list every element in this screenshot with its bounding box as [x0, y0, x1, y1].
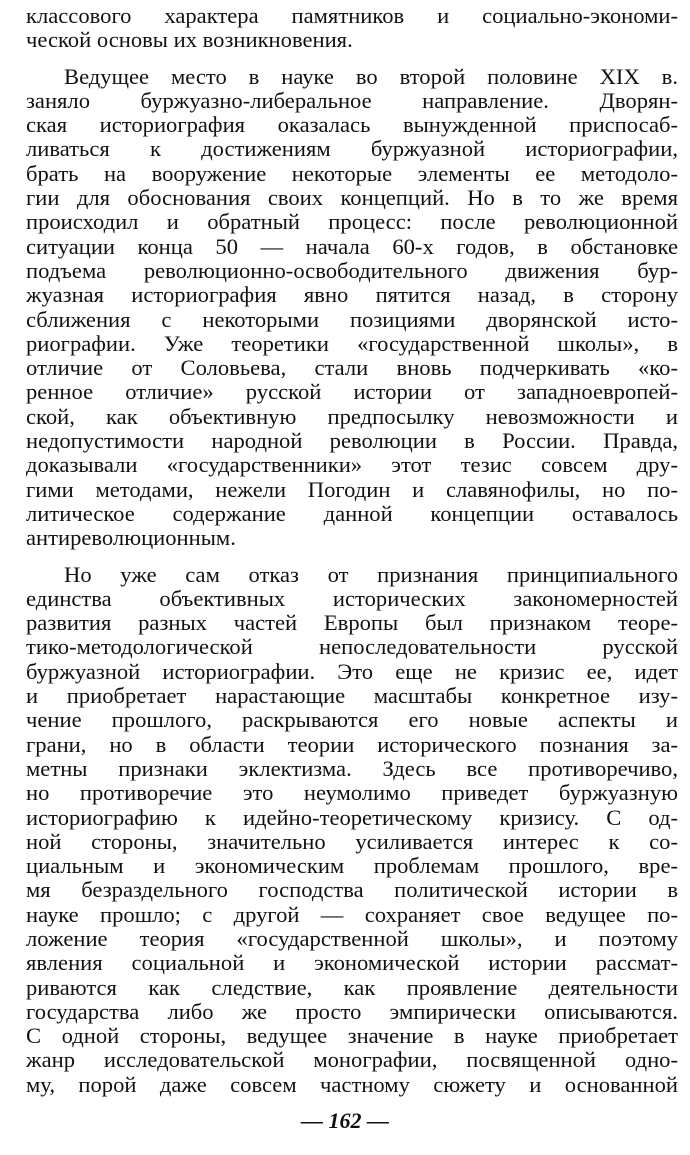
- paragraph-refusal-of-unity: [26, 563, 678, 1098]
- text-line: происходил и обратный процесс: после революционной: [26, 210, 678, 235]
- text-line: историографию к идейно-теоретическому кризису. С од-: [26, 805, 678, 830]
- text-line: подъема революционно-освободительного движения бур-: [26, 258, 678, 283]
- text-line: недопустимости народной революции в России. Правда,: [26, 429, 678, 454]
- text-line: жуазная историография явно пятится назад, в сторону: [26, 283, 678, 308]
- text-line: антиреволюционным.: [26, 526, 236, 551]
- text-line: мя безраздельного господства политической истории в: [26, 878, 678, 903]
- text-line: чение прошлого, раскрываются его новые аспекты и: [26, 708, 678, 733]
- text-line: метны признаки эклектизма. Здесь все противоречиво,: [26, 756, 678, 781]
- text-line: сближения с некоторыми позициями дворянской исто-: [26, 307, 678, 332]
- text-line: брать на вооружение некоторые элементы ее методоло-: [26, 161, 678, 186]
- text-line: му, порой даже совсем частному сюжету и основанной: [26, 1072, 678, 1097]
- text-line: единства объективных исторических закономерностей: [26, 586, 678, 611]
- text-line: доказывали «государственники» этот тезис совсем дру-: [26, 453, 678, 478]
- text-line: гии для обоснования своих концепций. Но в то же время: [26, 186, 678, 211]
- text-line: риваются как следствие, как проявление деятельности: [26, 975, 678, 1000]
- text-line: ской, как объективную предпосылку невозможности и: [26, 404, 678, 429]
- text-line: ческой основы их возникновения.: [26, 28, 353, 53]
- paragraph-liberal-direction: [26, 65, 678, 551]
- text-line: явления социальной и экономической истории рассмат-: [26, 951, 678, 976]
- text-line: отличие от Соловьева, стали вновь подчеркивать «ко-: [26, 356, 678, 381]
- page-body: [26, 4, 678, 1097]
- text-line: жанр исследовательской монографии, посвященной одно-: [26, 1048, 678, 1073]
- text-line: классового характера памятников и социально-экономи-: [26, 4, 678, 28]
- text-line: развития разных частей Европы был признаком теоре-: [26, 611, 678, 636]
- text-line: ская историография оказалась вынужденной приспосаб-: [26, 113, 678, 138]
- text-line: и приобретает нарастающие масштабы конкретное изу-: [26, 684, 678, 709]
- text-line: науке прошло; с другой — сохраняет свое ведущее по-: [26, 902, 678, 927]
- text-line: Ведущее место в науке во второй половине XIX в.: [64, 64, 678, 89]
- text-line: государства либо же просто эмпирически описываются.: [26, 999, 678, 1024]
- text-line: Но уже сам отказ от признания принципиального: [64, 562, 678, 587]
- text-line: циальным и экономическим проблемам прошлого, вре-: [26, 854, 678, 879]
- text-line: грани, но в области теории исторического познания за-: [26, 732, 678, 757]
- text-line: риографии. Уже теоретики «государственной школы», в: [26, 331, 678, 356]
- text-line: но противоречие это неумолимо приведет буржуазную: [26, 781, 678, 806]
- text-line: ложение теория «государственной школы», и поэтому: [26, 926, 678, 951]
- text-line: заняло буржуазно-либеральное направление. Дворян-: [26, 88, 678, 113]
- text-line: ной стороны, значительно усиливается интерес к со-: [26, 829, 678, 854]
- text-line: тико-методологической непоследовательности русской: [26, 635, 678, 660]
- page-number: — 162 —: [301, 1108, 389, 1133]
- text-line: ливаться к достижениям буржуазной историографии,: [26, 137, 678, 162]
- text-line: буржуазной историографии. Это еще не кризис ее, идет: [26, 659, 678, 684]
- text-line: ситуации конца 50 — начала 60-х годов, в обстановке: [26, 234, 678, 259]
- text-line: литическое содержание данной концепции оставалось: [26, 501, 678, 526]
- text-line: гими методами, нежели Погодин и славянофилы, но по-: [26, 477, 678, 502]
- text-line: ренное отличие» русской истории от западноевропей-: [26, 380, 678, 405]
- text-line: С одной стороны, ведущее значение в науке приобретает: [26, 1024, 678, 1049]
- paragraph-continued: [26, 4, 678, 53]
